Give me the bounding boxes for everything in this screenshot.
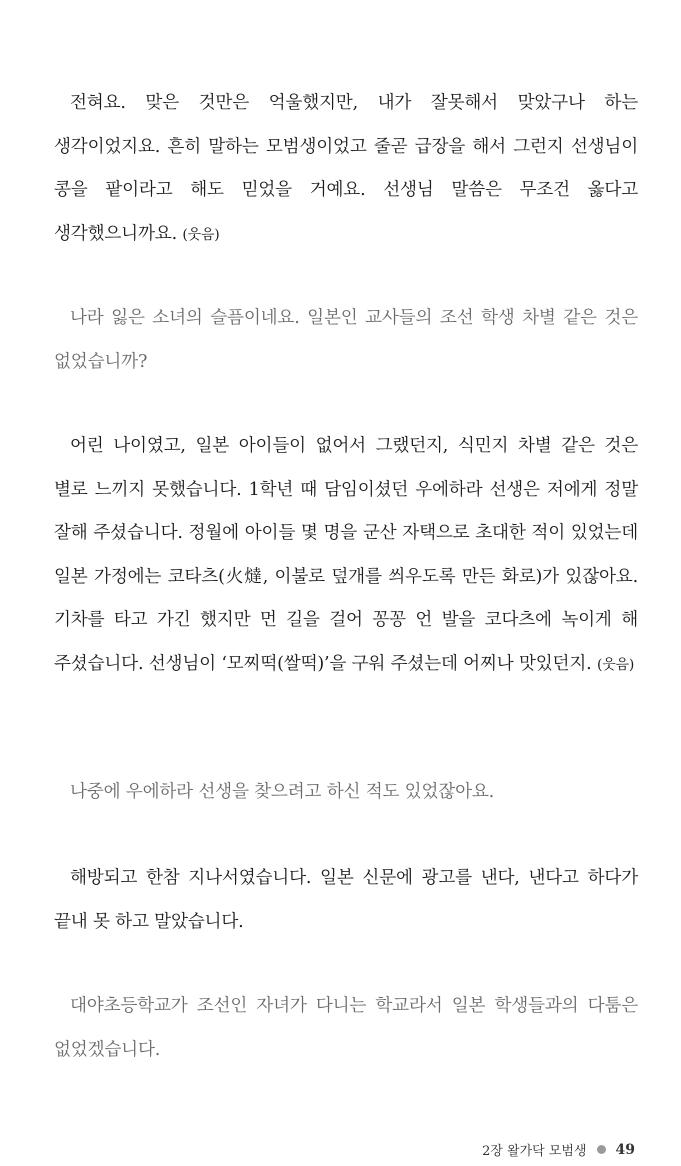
answer-text-1: 전혀요. 맞은 것만은 억울했지만, 내가 잘못해서 맞았구나 하는 생각이었지요. 흔히 말하는 모범생이었고 줄곧 급장을 해서 그런지 선생님이 콩을 팥이라고 해도 믿었을 거예요. 선생님 말씀은 무조건 옳다고 생각했으니까요. <box>54 93 638 244</box>
answer-text-2: 어린 나이였고, 일본 아이들이 없어서 그랬던지, 식민지 차별 같은 것은 별로 느끼지 못했습니다. 1학년 때 담임이셨던 우에하라 선생은 저에게 정말 잘해 주셨습니다. 정월에 아이들 몇 명을 군산 자택으로 초대한 적이 있었는데 일본 가정에는 코타츠(火燵, 이불로 덮개를 씌우도록 만든 화로)가 있잖아요. 기차를 타고 가긴 했지만 먼 길을 걸어 꽁꽁 언 발을 코다츠에 녹이게 해 주셨습니다. 선생님이 ‘모찌떡(쌀떡)’을 구워 주셨는데 어찌나 맛있던지. <box>54 436 638 674</box>
laughter-note-2: (웃음) <box>596 656 635 673</box>
answer-text-3: 해방되고 한참 지나서였습니다. 일본 신문에 광고를 낸다, 낸다고 하다가 끝내 못 하고 말았습니다. <box>54 868 638 932</box>
question-text-1: 나라 잃은 소녀의 슬픔이네요. 일본인 교사들의 조선 학생 차별 같은 것은 없었습니까? <box>54 308 638 372</box>
question-text-2: 나중에 우에하라 선생을 찾으려고 하신 적도 있었잖아요. <box>70 782 495 802</box>
question-paragraph-3 <box>54 985 638 1072</box>
question-paragraph-1 <box>54 297 638 384</box>
laughter-note-1: (웃음) <box>182 226 220 243</box>
question-text-3: 대야초등학교가 조선인 자녀가 다니는 학교라서 일본 학생들과의 다툼은 없었겠습니다. <box>54 996 638 1060</box>
page-footer <box>482 1140 635 1159</box>
answer-paragraph-1 <box>54 82 638 257</box>
chapter-title: 2장 왈가닥 모범생 <box>482 1144 587 1159</box>
answer-paragraph-2 <box>54 425 638 687</box>
answer-paragraph-3 <box>54 857 638 944</box>
question-paragraph-2 <box>54 771 638 815</box>
bullet-dot-icon <box>597 1145 606 1154</box>
page-number: 49 <box>615 1141 635 1158</box>
